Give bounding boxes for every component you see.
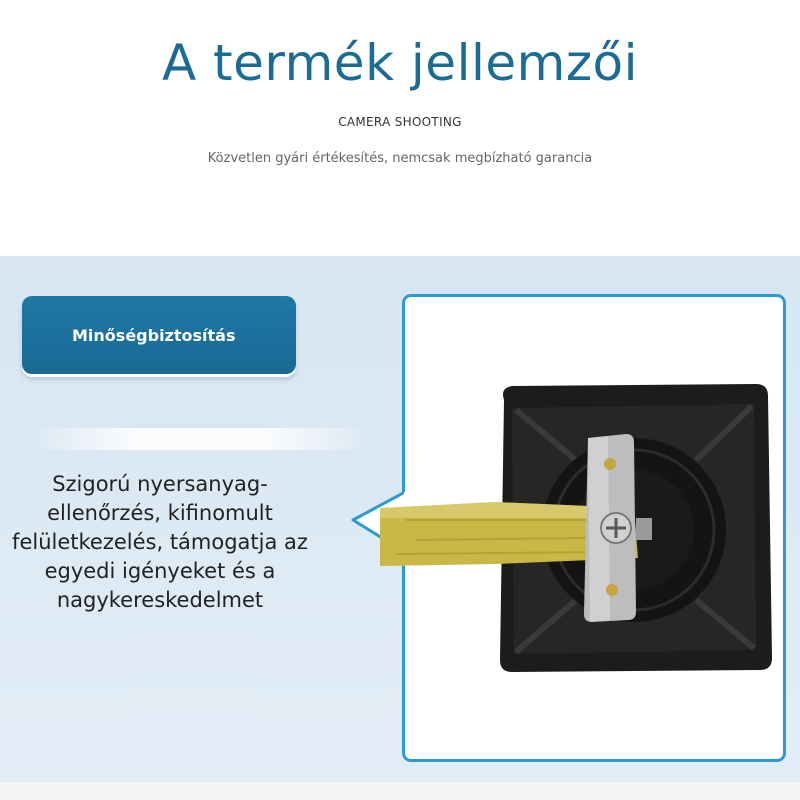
bottom-strip bbox=[0, 782, 800, 800]
header-section bbox=[0, 0, 800, 256]
quality-badge-label: Minőségbiztosítás bbox=[72, 325, 236, 345]
quality-badge bbox=[22, 296, 296, 374]
rivet-top bbox=[604, 458, 616, 470]
page-tagline: Közvetlen gyári értékesítés, nemcsak megbízható garancia bbox=[207, 151, 593, 166]
page-subtitle: CAMERA SHOOTING bbox=[338, 115, 462, 129]
rivet-bottom bbox=[606, 584, 618, 596]
product-photo bbox=[376, 380, 786, 680]
page-title: A termék jellemzői bbox=[161, 34, 639, 92]
feature-description: Szigorú nyersanyag-ellenőrzés, kifinomult felületkezelés, támogatja az egyedi igényeket és a nagykereskedelmet bbox=[12, 472, 308, 612]
glow-divider bbox=[30, 428, 370, 450]
